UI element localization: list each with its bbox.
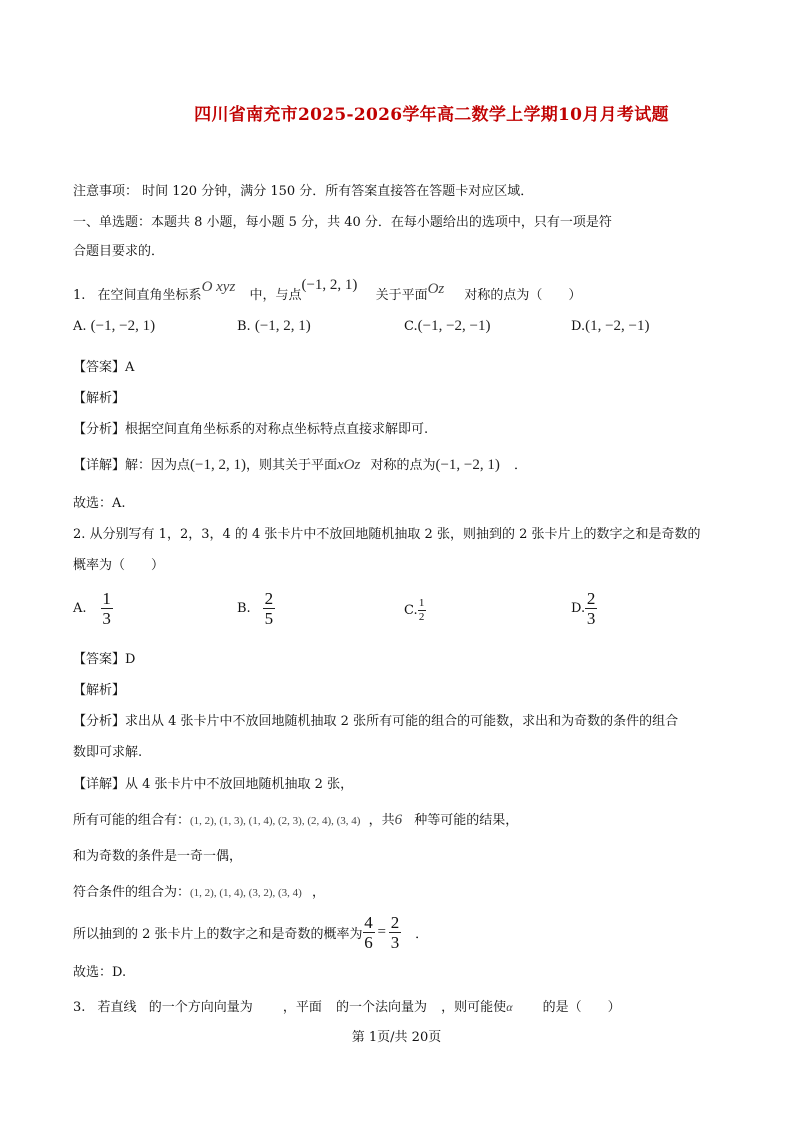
- section-heading-line2: 合题目要求的．: [73, 244, 165, 259]
- section-heading-line1: 一、单选题：本题共 8 小题，每小题 5 分，共 40 分．在每小题给出的选项中，只有一项是符: [73, 215, 612, 230]
- page-title: 四川省南充市2025-2026学年高二数学上学期10月月考试题: [194, 105, 669, 125]
- q2-answer: 【答案】D: [73, 652, 136, 667]
- question-2-stem-line1: 2. 从分别写有 1，2，3，4 的 4 张卡片中不放回地随机抽取 2 张，则抽到的 2 张卡片上的数字之和是奇数的: [73, 527, 701, 542]
- q1-analysis: 【分析】根据空间直角坐标系的对称点坐标特点直接求解即可.: [73, 422, 429, 437]
- q1-option-d: D.(1, −2, −1): [571, 318, 650, 334]
- q2-fit-combinations: 符合条件的组合为：(1, 2), (1, 4), (3, 2), (3, 4) ，: [73, 885, 325, 900]
- q1-option-a: A. (−1, −2, 1): [73, 318, 156, 334]
- q2-all-combinations: 所有可能的组合有：(1, 2), (1, 3), (1, 4), (2, 3), (2, 4), (3, 4) ，共6 种等可能的结果，: [73, 812, 519, 828]
- q2-jiexi: 【解析】: [73, 683, 126, 698]
- question-number: 3.: [73, 1000, 86, 1015]
- question-1-stem: 1. 在空间直角坐标系O xyz 中，与点(−1, 2, 1) 关于平面Oz 对称的点为（ ）: [73, 277, 582, 303]
- question-3-stem: 3. 若直线 的一个方向向量为 ，平面 的一个法向量为 ，则可能使α 的是（ ）: [73, 1000, 621, 1015]
- q1-option-c: C.(−1, −2, −1): [404, 318, 491, 334]
- plane-formula: Oz: [427, 281, 445, 297]
- q1-answer: 【答案】A: [73, 360, 135, 375]
- q2-option-b: B. $\frac{2}{5}$: [237, 589, 274, 628]
- question-number: 1.: [73, 288, 86, 303]
- question-2-stem-line2: 概率为（ ）: [73, 558, 165, 573]
- q2-probability: 所以抽到的 2 张卡片上的数字之和是奇数的概率为 $\frac{4}{6}$ = $\frac{2}{3}$ ．: [73, 913, 429, 952]
- q2-option-a: A. $\frac{1}{3}$: [73, 589, 111, 628]
- q2-option-c: C. $\frac{1}{2}$: [404, 597, 425, 623]
- q2-option-d: D. $\frac{2}{3}$: [571, 589, 596, 628]
- q1-detail: 【详解】解：因为点(−1, 2, 1)，则其关于平面xOz 对称的点为(−1, −2, 1) ．: [73, 457, 528, 473]
- q2-analysis-line2: 数即可求解.: [73, 745, 143, 760]
- notice-text: 注意事项： 时间 120 分钟，满分 150 分．所有答案直接答在答题卡对应区域．: [73, 184, 534, 199]
- q1-jiexi: 【解析】: [73, 391, 126, 406]
- q2-analysis-line1: 【分析】求出从 4 张卡片中不放回地随机抽取 2 张所有可能的组合的可能数，求出和为奇数的条件的组合: [73, 714, 679, 729]
- q2-detail-line1: 【详解】从 4 张卡片中不放回地随机抽取 2 张，: [73, 777, 354, 792]
- q1-option-b: B. (−1, 2, 1): [237, 318, 311, 334]
- coordinate-system-formula: O xyz: [201, 279, 236, 295]
- alpha-symbol: α: [506, 1000, 513, 1014]
- q2-choice: 故选：D.: [73, 965, 127, 980]
- point-formula: (−1, 2, 1): [301, 277, 358, 293]
- q2-condition: 和为奇数的条件是一奇一偶，: [73, 849, 243, 864]
- q1-choice: 故选：A.: [73, 496, 126, 511]
- page-footer: 第 1页/共 20页: [351, 1030, 442, 1045]
